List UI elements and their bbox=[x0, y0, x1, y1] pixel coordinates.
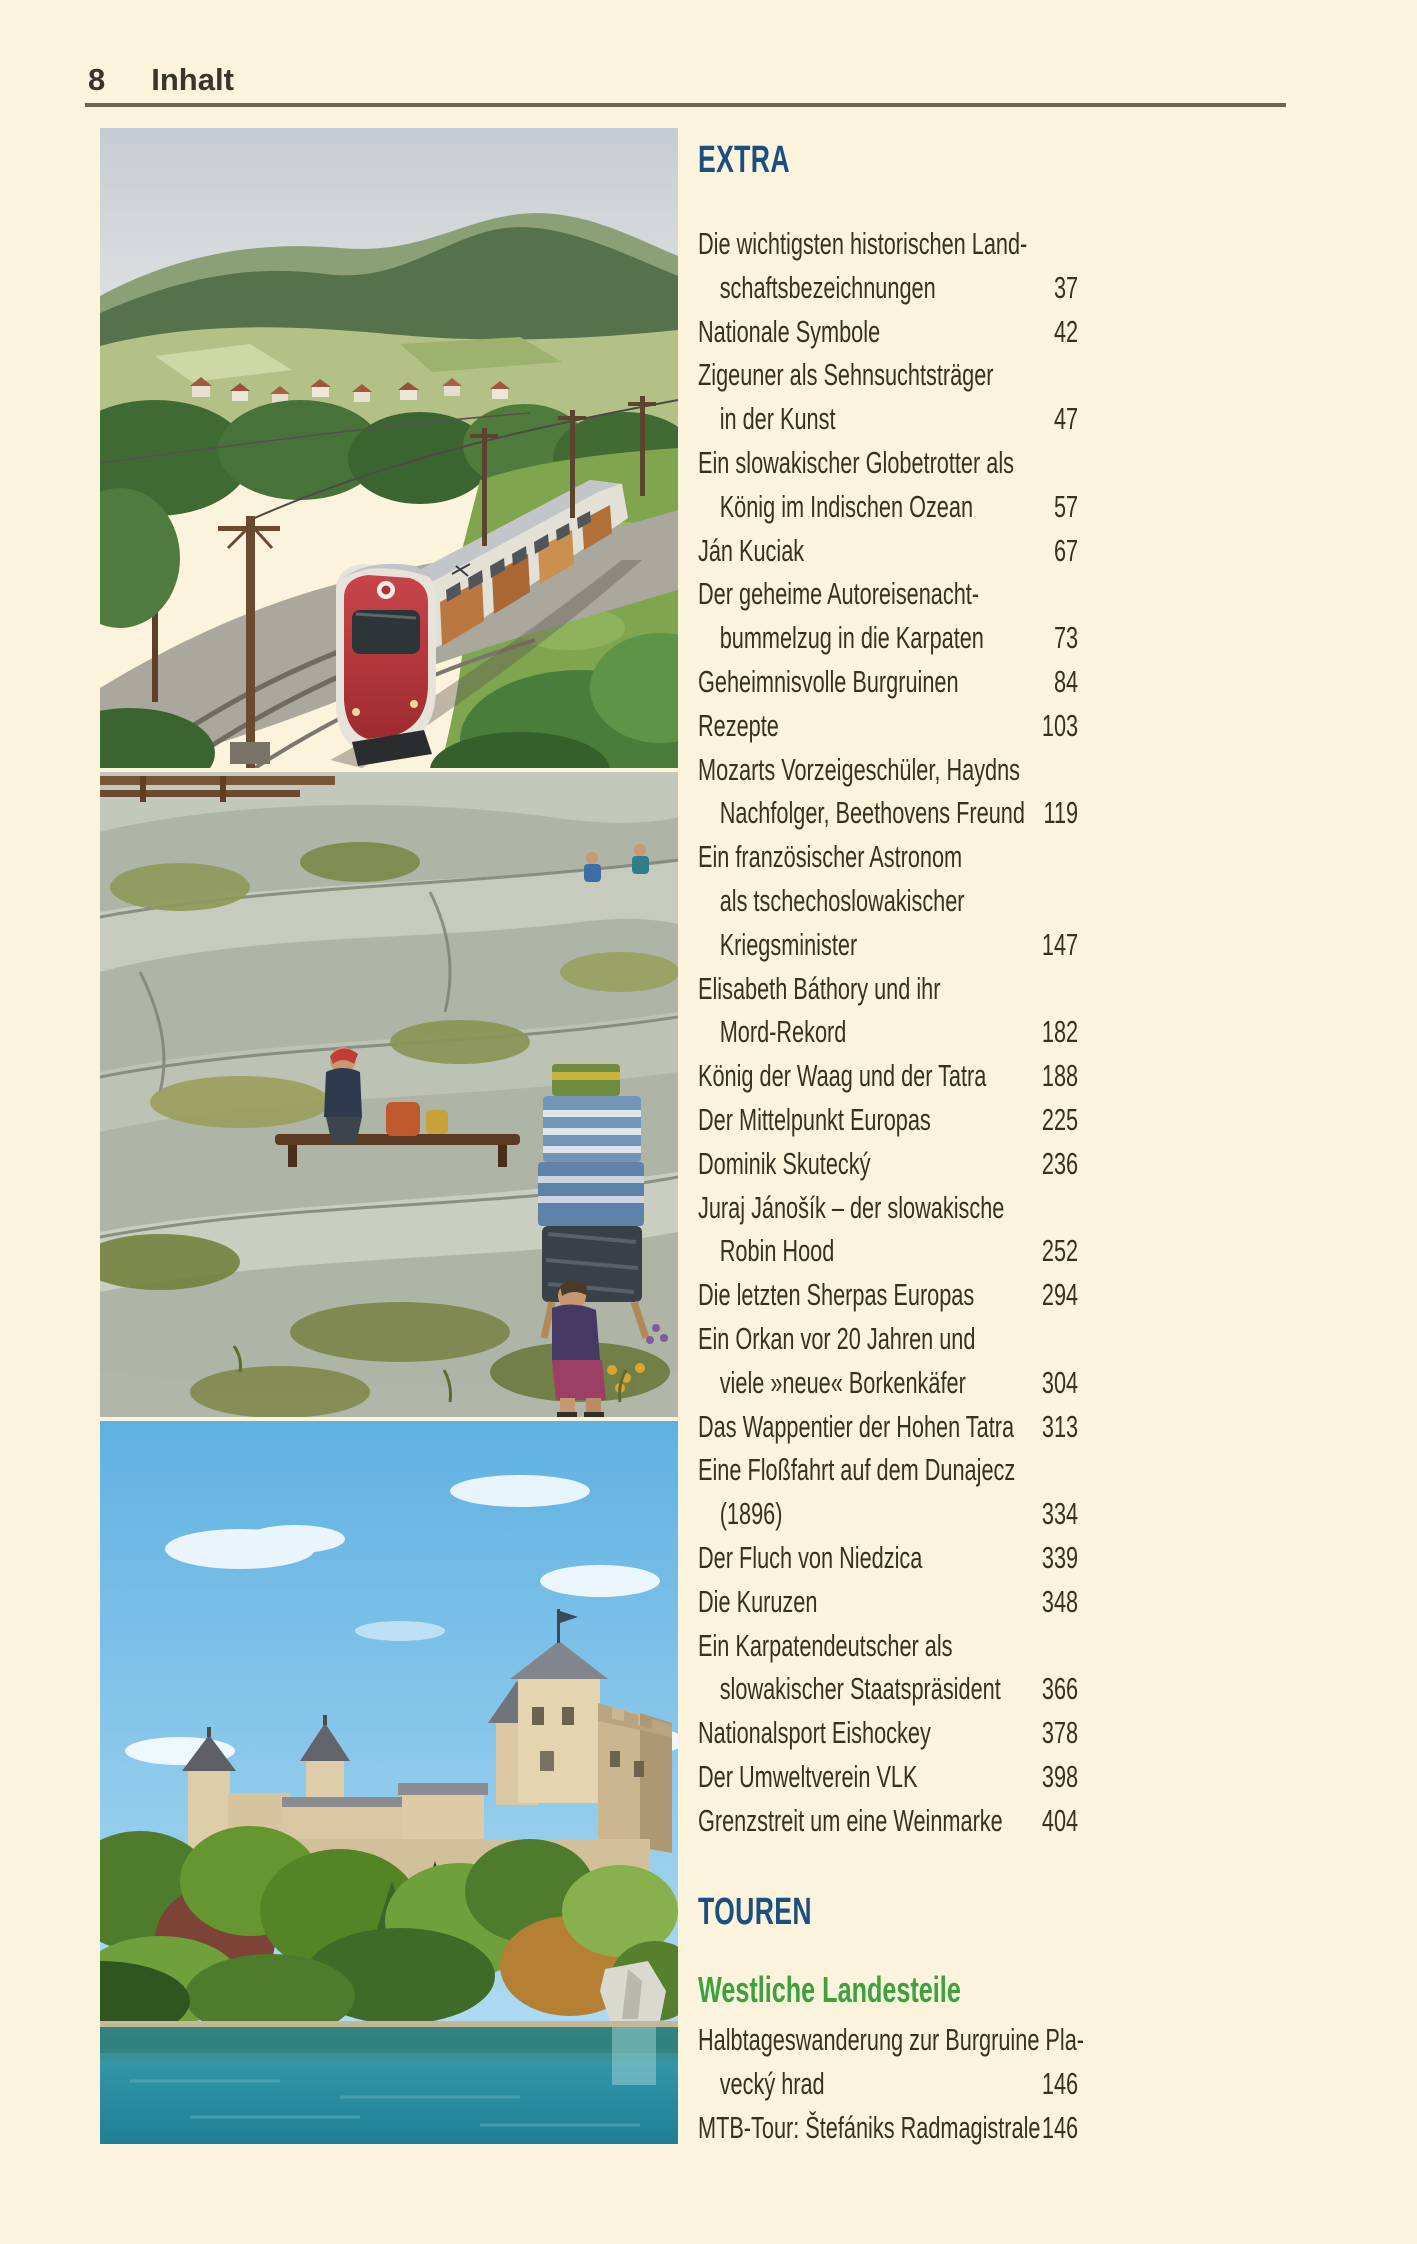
toc-entry-title bbox=[698, 353, 1019, 441]
toc-entry-page-number: 294 bbox=[1041, 1277, 1079, 1313]
toc-entry-title bbox=[698, 1536, 1019, 1580]
toc-entry-line: bummelzug in die Karpaten bbox=[719, 620, 984, 656]
toc-entry-page-number: 67 bbox=[1053, 532, 1079, 568]
toc-entry-page-number: 334 bbox=[1041, 1496, 1079, 1532]
toc-entry bbox=[698, 310, 1078, 354]
toc-entry-page-number: 313 bbox=[1041, 1408, 1079, 1444]
toc-entry-title bbox=[698, 1098, 1019, 1142]
toc-entry-title bbox=[698, 1448, 1019, 1536]
toc-entry-line: Eine Floßfahrt auf dem Dunajecz bbox=[698, 1452, 1016, 1488]
extra-heading: EXTRA bbox=[698, 139, 790, 181]
toc-entry-title bbox=[698, 1054, 1019, 1098]
toc-entry-line: Zigeuner als Sehnsuchtsträger bbox=[698, 357, 994, 393]
train-countryside-photo bbox=[100, 128, 678, 768]
toc-entry-line: vecký hrad bbox=[719, 2066, 825, 2102]
toc-entry-line: Ein Karpatendeutscher als bbox=[698, 1627, 953, 1663]
toc-entry bbox=[698, 1536, 1078, 1580]
toc-entry-page-number: 73 bbox=[1053, 620, 1079, 656]
toc-entry-line: Die Kuruzen bbox=[698, 1583, 818, 1619]
toc-entry-title bbox=[698, 1142, 1019, 1186]
toc-entry-page-number: 339 bbox=[1041, 1539, 1079, 1575]
toc-entry bbox=[698, 1186, 1078, 1274]
toc-entry bbox=[698, 2106, 1078, 2150]
toc-entry-line: Die wichtigsten historischen Land- bbox=[698, 226, 1028, 261]
toc-entry-line: Ein slowakischer Globetrotter als bbox=[698, 444, 1014, 480]
extra-entries bbox=[698, 222, 1078, 1842]
page-number: 8 bbox=[88, 62, 106, 97]
toc-entry-title bbox=[698, 529, 1019, 573]
toc-entry-title bbox=[698, 1799, 1019, 1843]
toc-entry bbox=[698, 835, 1078, 966]
toc-entry-title bbox=[698, 572, 1019, 660]
toc-entry-page-number: 236 bbox=[1041, 1145, 1079, 1181]
toc-entry-page-number: 84 bbox=[1053, 663, 1079, 699]
toc-entry bbox=[698, 1054, 1078, 1098]
toc-entry-title bbox=[698, 967, 1019, 1055]
touren-entries bbox=[698, 2018, 1085, 2149]
toc-entry-line: Geheimnisvolle Burgruinen bbox=[698, 663, 959, 699]
toc-entry-line: Ein französischer Astronom bbox=[698, 839, 963, 875]
toc-entry bbox=[698, 441, 1078, 529]
toc-entry-line: Nationalsport Eishockey bbox=[698, 1715, 931, 1751]
toc-entry-line: Mozarts Vorzeigeschüler, Haydns bbox=[698, 751, 1021, 787]
toc-entry-title bbox=[698, 222, 1028, 310]
toc-entry-line: (1896) bbox=[719, 1496, 783, 1532]
page-header bbox=[88, 64, 234, 96]
toc-entry bbox=[698, 1273, 1078, 1317]
toc-entry bbox=[698, 1142, 1078, 1186]
toc-entry-page-number: 182 bbox=[1041, 1014, 1079, 1050]
toc-entry-page-number: 304 bbox=[1041, 1364, 1079, 1400]
toc-entry-page-number: 225 bbox=[1041, 1101, 1079, 1137]
toc-entry bbox=[698, 1317, 1078, 1405]
toc-entry-page-number: 252 bbox=[1041, 1233, 1079, 1269]
sherpa-rocks-photo bbox=[100, 772, 678, 1417]
toc-entry-title bbox=[698, 835, 1019, 966]
toc-entry-page-number: 147 bbox=[1041, 926, 1079, 962]
toc-entry-page-number: 398 bbox=[1041, 1758, 1079, 1794]
toc-entry bbox=[698, 704, 1078, 748]
toc-entry-line: viele »neue« Borkenkäfer bbox=[719, 1364, 966, 1400]
toc-entry-page-number: 146 bbox=[1041, 2110, 1079, 2146]
toc-entry-line: Nachfolger, Beethovens Freund bbox=[719, 795, 1025, 831]
toc-entry bbox=[698, 967, 1078, 1055]
castle-lake-photo bbox=[100, 1421, 678, 2144]
toc-entry-title bbox=[698, 1405, 1019, 1449]
toc-entry-page-number: 348 bbox=[1041, 1583, 1079, 1619]
header-rule bbox=[85, 103, 1286, 107]
toc-entry-line: Grenzstreit um eine Weinmarke bbox=[698, 1802, 1003, 1838]
toc-entry-page-number: 57 bbox=[1053, 488, 1079, 524]
toc-entry-line: Nationale Symbole bbox=[698, 313, 881, 349]
toc-entry-title bbox=[698, 1186, 1019, 1274]
toc-entry-page-number: 366 bbox=[1041, 1671, 1079, 1707]
toc-entry-line: slowakischer Staatspräsident bbox=[719, 1671, 1001, 1707]
toc-entry-line: Der Umweltverein VLK bbox=[698, 1758, 918, 1794]
toc-entry-line: Mord-Rekord bbox=[719, 1014, 847, 1050]
toc-entry-title bbox=[698, 1317, 1019, 1405]
toc-entry-line: schaftsbezeichnungen bbox=[719, 269, 936, 305]
toc-entry-line: Die letzten Sherpas Europas bbox=[698, 1277, 975, 1313]
toc-entry-line: Ján Kuciak bbox=[698, 532, 805, 568]
toc-entry-title bbox=[698, 2106, 1041, 2150]
toc-entry-line: Elisabeth Báthory und ihr bbox=[698, 970, 941, 1006]
toc-entry-line: König im Indischen Ozean bbox=[719, 488, 974, 524]
toc-entry-title bbox=[698, 1624, 1019, 1712]
toc-entry-title bbox=[698, 1755, 1019, 1799]
photo-column bbox=[100, 128, 678, 2148]
toc-entry-page-number: 103 bbox=[1041, 707, 1079, 743]
toc-entry-title bbox=[698, 748, 1025, 836]
toc-entry bbox=[698, 1448, 1078, 1536]
toc-entry bbox=[698, 1098, 1078, 1142]
toc-entry-page-number: 404 bbox=[1041, 1802, 1079, 1838]
toc-entry bbox=[698, 748, 1078, 836]
table-of-contents bbox=[698, 139, 1085, 2150]
toc-entry bbox=[698, 1755, 1078, 1799]
toc-entry-page-number: 119 bbox=[1043, 795, 1079, 831]
toc-entry-title bbox=[698, 660, 1019, 704]
toc-entry bbox=[698, 1711, 1078, 1755]
toc-entry-title bbox=[698, 1580, 1019, 1624]
toc-entry-line: Das Wappentier der Hohen Tatra bbox=[698, 1408, 1015, 1444]
toc-entry-line: Dominik Skutecký bbox=[698, 1145, 871, 1181]
toc-entry bbox=[698, 1580, 1078, 1624]
toc-entry bbox=[698, 1405, 1078, 1449]
toc-entry-page-number: 37 bbox=[1053, 269, 1079, 305]
toc-section-extra bbox=[698, 140, 1078, 1842]
toc-entry-line: Juraj Jánošík – der slowakische bbox=[698, 1189, 1005, 1225]
toc-entry-title bbox=[698, 1711, 1019, 1755]
touren-heading: TOUREN bbox=[698, 1891, 812, 1934]
toc-entry-line: Ein Orkan vor 20 Jahren und bbox=[698, 1320, 976, 1356]
toc-entry-line: König der Waag und der Tatra bbox=[698, 1058, 987, 1094]
toc-entry-title bbox=[698, 441, 1019, 529]
toc-entry-line: als tschechoslowakischer bbox=[719, 882, 965, 918]
region-subheading: Westliche Landesteile bbox=[698, 1969, 961, 2011]
toc-entry-title bbox=[698, 704, 1019, 748]
toc-entry-line: Halbtageswanderung zur Burgruine Pla- bbox=[698, 2022, 1085, 2058]
toc-section-touren bbox=[698, 1891, 1085, 2149]
page-title: Inhalt bbox=[151, 62, 234, 97]
toc-entry-page-number: 42 bbox=[1053, 313, 1079, 349]
toc-entry bbox=[698, 660, 1078, 704]
toc-entry bbox=[698, 1799, 1078, 1843]
toc-entry-title bbox=[698, 310, 1019, 354]
toc-entry bbox=[698, 353, 1078, 441]
toc-entry-page-number: 146 bbox=[1041, 2066, 1079, 2102]
toc-entry-line: Der geheime Autoreisenacht- bbox=[698, 576, 980, 612]
toc-entry-line: Der Fluch von Niedzica bbox=[698, 1539, 923, 1575]
toc-entry bbox=[698, 2018, 1085, 2106]
toc-entry-line: MTB-Tour: Štefániks Radmagistrale bbox=[698, 2110, 1041, 2146]
toc-entry-line: in der Kunst bbox=[719, 401, 836, 437]
toc-entry bbox=[698, 222, 1078, 310]
toc-entry-line: Kriegsminister bbox=[719, 926, 858, 962]
toc-entry bbox=[698, 1624, 1078, 1712]
toc-entry-line: Rezepte bbox=[698, 707, 779, 743]
toc-entry-page-number: 188 bbox=[1041, 1058, 1079, 1094]
toc-entry-line: Der Mittelpunkt Europas bbox=[698, 1101, 931, 1137]
toc-entry bbox=[698, 572, 1078, 660]
toc-entry-title bbox=[698, 1273, 1019, 1317]
toc-entry-line: Robin Hood bbox=[719, 1233, 835, 1269]
toc-entry-page-number: 378 bbox=[1041, 1715, 1079, 1751]
toc-entry bbox=[698, 529, 1078, 573]
toc-entry-page-number: 47 bbox=[1053, 401, 1079, 437]
